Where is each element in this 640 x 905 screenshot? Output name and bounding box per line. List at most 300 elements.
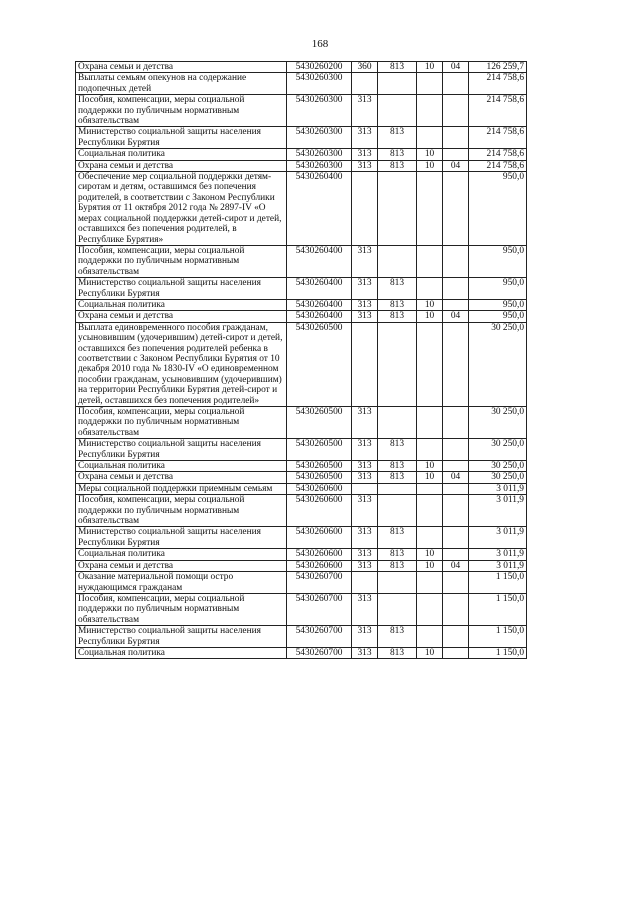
section-cell-text: 10: [424, 560, 435, 571]
target-code-cell: [287, 299, 352, 310]
ministry-code-cell: [378, 472, 417, 483]
table-row: [76, 527, 527, 549]
ministry-code-cell-text: 813: [389, 647, 405, 658]
section-cell: [417, 95, 443, 127]
expense-name-cell-text: Социальная политика: [78, 647, 165, 658]
expense-type-cell: [352, 245, 378, 277]
target-code-cell: [287, 127, 352, 149]
target-code-cell: [287, 593, 352, 625]
amount-cell: [469, 73, 527, 95]
expense-name-cell: [76, 626, 287, 648]
section-cell: [417, 127, 443, 149]
ministry-code-cell: [378, 322, 417, 406]
expense-name-cell: [76, 549, 287, 560]
target-code-cell: [287, 311, 352, 322]
subsection-cell-text: 04: [450, 160, 461, 171]
amount-cell-text: 950,0: [502, 311, 524, 322]
table-row: [76, 245, 527, 277]
expense-name-cell-text: Пособия, компенсации, меры социальной поддержки по публичным нормативным обязательствам: [78, 407, 245, 438]
section-cell: [417, 439, 443, 461]
amount-cell-text: 30 250,0: [491, 461, 524, 472]
expense-name-cell-text: Министерство социальной защиты населения Республики Бурятия: [78, 127, 261, 148]
amount-cell-text: 30 250,0: [491, 439, 524, 450]
amount-cell: [469, 160, 527, 171]
expense-name-cell: [76, 572, 287, 594]
target-code-cell-text: 5430260300: [295, 95, 343, 106]
subsection-cell: [443, 62, 469, 73]
expense-type-cell: [352, 299, 378, 310]
expense-name-cell-text: Охрана семьи и детства: [78, 311, 174, 322]
target-code-cell: [287, 149, 352, 160]
table-row: [76, 483, 527, 494]
budget-table-body: [76, 62, 527, 659]
ministry-code-cell: [378, 95, 417, 127]
amount-cell: [469, 439, 527, 461]
ministry-code-cell: [378, 495, 417, 527]
ministry-code-cell: [378, 527, 417, 549]
expense-type-cell: [352, 626, 378, 648]
subsection-cell: [443, 127, 469, 149]
expense-name-cell-text: Пособия, компенсации, меры социальной поддержки по публичным нормативным обязательствам: [78, 245, 245, 277]
table-row: [76, 172, 527, 246]
target-code-cell-text: 5430260700: [295, 626, 343, 637]
amount-cell: [469, 407, 527, 439]
section-cell: [417, 549, 443, 560]
table-row: [76, 62, 527, 73]
ministry-code-cell: [378, 172, 417, 246]
expense-type-cell-text: 313: [357, 527, 372, 538]
expense-type-cell: [352, 560, 378, 571]
table-row: [76, 495, 527, 527]
section-cell: [417, 73, 443, 95]
subsection-cell-text: 04: [450, 311, 461, 322]
ministry-code-cell: [378, 593, 417, 625]
expense-type-cell-text: 313: [357, 149, 372, 160]
expense-name-cell-text: Министерство социальной защиты населения Республики Бурятия: [78, 626, 261, 647]
ministry-code-cell: [378, 560, 417, 571]
expense-type-cell-text: 313: [357, 278, 372, 289]
expense-type-cell-text: 313: [357, 245, 372, 256]
target-code-cell: [287, 527, 352, 549]
table-row: [76, 278, 527, 300]
amount-cell: [469, 527, 527, 549]
expense-type-cell: [352, 572, 378, 594]
ministry-code-cell: [378, 461, 417, 472]
subsection-cell-text: 04: [450, 560, 461, 571]
ministry-code-cell: [378, 311, 417, 322]
amount-cell-text: 126 259,7: [486, 62, 524, 72]
section-cell-text: 10: [424, 472, 435, 483]
subsection-cell: [443, 560, 469, 571]
subsection-cell-text: 04: [450, 472, 461, 483]
table-row: [76, 322, 527, 406]
budget-table: [75, 61, 527, 659]
target-code-cell-text: 5430260500: [295, 461, 343, 472]
section-cell: [417, 299, 443, 310]
target-code-cell-text: 5430260400: [295, 299, 343, 310]
subsection-cell: [443, 439, 469, 461]
subsection-cell: [443, 461, 469, 472]
expense-type-cell: [352, 322, 378, 406]
section-cell: [417, 647, 443, 658]
target-code-cell: [287, 495, 352, 527]
target-code-cell-text: 5430260500: [295, 439, 343, 450]
amount-cell: [469, 278, 527, 300]
amount-cell-text: 950,0: [502, 299, 524, 310]
amount-cell: [469, 172, 527, 246]
amount-cell: [469, 647, 527, 658]
table-row: [76, 149, 527, 160]
ministry-code-cell: [378, 127, 417, 149]
ministry-code-cell-text: 813: [389, 149, 405, 160]
ministry-code-cell-text: 813: [389, 472, 405, 483]
amount-cell-text: 950,0: [502, 172, 524, 183]
expense-name-cell-text: Оказание материальной помощи остро нуждающимся гражданам: [78, 572, 234, 593]
expense-name-cell-text: Министерство социальной защиты населения Республики Бурятия: [78, 439, 261, 460]
target-code-cell: [287, 439, 352, 461]
expense-type-cell: [352, 472, 378, 483]
amount-cell: [469, 560, 527, 571]
expense-type-cell: [352, 527, 378, 549]
ministry-code-cell-text: 813: [389, 127, 405, 138]
target-code-cell-text: 5430260300: [295, 149, 343, 160]
expense-type-cell: [352, 439, 378, 461]
expense-name-cell: [76, 127, 287, 149]
amount-cell-text: 30 250,0: [491, 472, 524, 483]
expense-type-cell-text: 313: [357, 472, 372, 483]
amount-cell: [469, 245, 527, 277]
expense-name-cell: [76, 483, 287, 494]
target-code-cell: [287, 278, 352, 300]
expense-name-cell-text: Социальная политика: [78, 149, 165, 160]
expense-type-cell-text: 313: [357, 127, 372, 138]
section-cell: [417, 172, 443, 246]
subsection-cell: [443, 527, 469, 549]
expense-name-cell: [76, 95, 287, 127]
subsection-cell: [443, 160, 469, 171]
amount-cell-text: 30 250,0: [491, 407, 524, 417]
section-cell-text: 10: [424, 461, 435, 472]
expense-type-cell-text: 313: [357, 311, 372, 322]
ministry-code-cell: [378, 626, 417, 648]
section-cell: [417, 472, 443, 483]
expense-type-cell-text: 313: [357, 647, 372, 658]
expense-type-cell: [352, 278, 378, 300]
target-code-cell-text: 5430260200: [295, 62, 343, 72]
expense-name-cell-text: Социальная политика: [78, 549, 165, 560]
section-cell: [417, 527, 443, 549]
subsection-cell: [443, 472, 469, 483]
amount-cell-text: 1 150,0: [495, 647, 524, 658]
table-row: [76, 95, 527, 127]
subsection-cell: [443, 322, 469, 406]
subsection-cell: [443, 245, 469, 277]
expense-type-cell: [352, 647, 378, 658]
subsection-cell: [443, 495, 469, 527]
table-row: [76, 311, 527, 322]
expense-name-cell: [76, 172, 287, 246]
amount-cell-text: 3 011,9: [496, 527, 524, 538]
expense-type-cell: [352, 461, 378, 472]
ministry-code-cell-text: 813: [389, 160, 405, 171]
ministry-code-cell: [378, 549, 417, 560]
section-cell: [417, 461, 443, 472]
section-cell: [417, 626, 443, 648]
expense-name-cell-text: Пособия, компенсации, меры социальной поддержки по публичным нормативным обязательствам: [78, 593, 245, 625]
amount-cell: [469, 593, 527, 625]
amount-cell: [469, 572, 527, 594]
expense-name-cell-text: Социальная политика: [78, 461, 165, 472]
table-row: [76, 439, 527, 461]
expense-type-cell-text: 313: [357, 160, 372, 171]
amount-cell: [469, 322, 527, 406]
target-code-cell: [287, 549, 352, 560]
subsection-cell: [443, 647, 469, 658]
expense-name-cell: [76, 461, 287, 472]
amount-cell-text: 950,0: [502, 278, 524, 289]
target-code-cell: [287, 572, 352, 594]
target-code-cell: [287, 73, 352, 95]
target-code-cell-text: 5430260500: [295, 472, 343, 483]
target-code-cell: [287, 172, 352, 246]
section-cell: [417, 560, 443, 571]
section-cell: [417, 245, 443, 277]
table-row: [76, 461, 527, 472]
expense-type-cell-text: 313: [357, 407, 372, 417]
expense-name-cell: [76, 160, 287, 171]
expense-type-cell: [352, 95, 378, 127]
section-cell: [417, 278, 443, 300]
target-code-cell-text: 5430260600: [295, 495, 343, 506]
amount-cell: [469, 472, 527, 483]
expense-name-cell-text: Выплата единовременного пособия гражданам, усыновившим (удочерившим) детей-сирот и детей, оставшихся без попечения родителей ребенка в соответствии с Законом Республики Бурятия от 10 декабря 2010 года № 1830-IV «О единовременном пособии гражданам, усыновившим (удочерившим) на территории Республики Бурятия детей-сирот и детей, оставшихся без попечения родителей»: [78, 322, 283, 406]
expense-name-cell-text: Социальная политика: [78, 299, 165, 310]
subsection-cell: [443, 299, 469, 310]
table-row: [76, 593, 527, 625]
section-cell-text: 10: [424, 549, 435, 560]
target-code-cell-text: 5430260300: [295, 160, 343, 171]
expense-type-cell: [352, 172, 378, 246]
expense-type-cell: [352, 149, 378, 160]
section-cell: [417, 62, 443, 73]
expense-name-cell: [76, 593, 287, 625]
section-cell: [417, 407, 443, 439]
expense-name-cell: [76, 647, 287, 658]
ministry-code-cell-text: 813: [389, 439, 405, 450]
expense-type-cell-text: 360: [357, 62, 372, 72]
table-row: [76, 127, 527, 149]
amount-cell: [469, 311, 527, 322]
target-code-cell-text: 5430260400: [295, 278, 343, 289]
ministry-code-cell: [378, 62, 417, 73]
subsection-cell: [443, 549, 469, 560]
expense-name-cell: [76, 73, 287, 95]
ministry-code-cell: [378, 299, 417, 310]
ministry-code-cell: [378, 160, 417, 171]
target-code-cell: [287, 483, 352, 494]
subsection-cell-text: 04: [450, 62, 461, 72]
amount-cell-text: 3 011,9: [496, 549, 524, 560]
table-row: [76, 407, 527, 439]
ministry-code-cell: [378, 245, 417, 277]
amount-cell: [469, 483, 527, 494]
target-code-cell-text: 5430260600: [295, 549, 343, 560]
amount-cell-text: 950,0: [502, 245, 524, 256]
section-cell: [417, 322, 443, 406]
target-code-cell-text: 5430260600: [295, 560, 343, 571]
amount-cell-text: 3 011,9: [496, 495, 524, 506]
expense-name-cell: [76, 278, 287, 300]
target-code-cell: [287, 472, 352, 483]
expense-type-cell-text: 313: [357, 95, 372, 106]
expense-name-cell-text: Министерство социальной защиты населения Республики Бурятия: [78, 278, 261, 299]
ministry-code-cell-text: 813: [389, 626, 405, 637]
target-code-cell-text: 5430260600: [295, 483, 343, 494]
expense-name-cell-text: Министерство социальной защиты населения Республики Бурятия: [78, 527, 261, 548]
subsection-cell: [443, 483, 469, 494]
expense-name-cell: [76, 322, 287, 406]
amount-cell-text: 3 011,9: [496, 560, 524, 571]
expense-name-cell-text: Пособия, компенсации, меры социальной поддержки по публичным нормативным обязательствам: [78, 495, 245, 527]
expense-name-cell-text: Пособия, компенсации, меры социальной поддержки по публичным нормативным обязательствам: [78, 95, 245, 127]
subsection-cell: [443, 73, 469, 95]
expense-type-cell-text: 313: [357, 461, 372, 472]
expense-name-cell-text: Меры социальной поддержки приемным семьям: [78, 483, 273, 494]
ministry-code-cell: [378, 439, 417, 461]
target-code-cell: [287, 560, 352, 571]
expense-type-cell-text: 313: [357, 299, 372, 310]
section-cell: [417, 160, 443, 171]
amount-cell-text: 1 150,0: [495, 593, 524, 604]
target-code-cell: [287, 62, 352, 73]
amount-cell: [469, 95, 527, 127]
expense-name-cell: [76, 62, 287, 73]
target-code-cell-text: 5430260500: [295, 407, 343, 417]
ministry-code-cell: [378, 149, 417, 160]
section-cell: [417, 311, 443, 322]
ministry-code-cell: [378, 647, 417, 658]
ministry-code-cell: [378, 407, 417, 439]
ministry-code-cell-text: 813: [389, 461, 405, 472]
section-cell: [417, 483, 443, 494]
table-row: [76, 160, 527, 171]
table-row: [76, 560, 527, 571]
amount-cell-text: 214 758,6: [486, 160, 524, 171]
expense-name-cell-text: Обеспечение мер социальной поддержки детям-сиротам и детям, оставшимся без попечения родителей, в соответствии с Законом Республики Бурятия от 11 октября 2012 года № 2897-IV «О мерах социальной поддержки детей-сирот и детей, оставшихся без попечения родителей, в Республике Бурятия»: [78, 172, 282, 245]
amount-cell: [469, 626, 527, 648]
table-row: [76, 626, 527, 648]
expense-name-cell: [76, 149, 287, 160]
section-cell-text: 10: [424, 299, 435, 310]
expense-name-cell: [76, 407, 287, 439]
section-cell-text: 10: [424, 149, 435, 160]
subsection-cell: [443, 407, 469, 439]
expense-type-cell: [352, 407, 378, 439]
section-cell: [417, 572, 443, 594]
expense-type-cell-text: 313: [357, 626, 372, 637]
amount-cell-text: 214 758,6: [486, 149, 524, 160]
subsection-cell: [443, 311, 469, 322]
amount-cell: [469, 461, 527, 472]
expense-name-cell-text: Выплаты семьям опекунов на содержание подопечных детей: [78, 73, 247, 94]
expense-name-cell: [76, 311, 287, 322]
expense-name-cell-text: Охрана семьи и детства: [78, 62, 174, 72]
target-code-cell-text: 5430260300: [295, 127, 343, 138]
section-cell-text: 10: [424, 647, 435, 658]
target-code-cell: [287, 245, 352, 277]
expense-type-cell: [352, 73, 378, 95]
subsection-cell: [443, 593, 469, 625]
amount-cell-text: 214 758,6: [486, 127, 524, 138]
expense-type-cell: [352, 549, 378, 560]
subsection-cell: [443, 95, 469, 127]
expense-name-cell: [76, 299, 287, 310]
table-row: [76, 299, 527, 310]
table-row: [76, 73, 527, 95]
target-code-cell: [287, 461, 352, 472]
subsection-cell: [443, 626, 469, 648]
expense-type-cell: [352, 127, 378, 149]
amount-cell: [469, 549, 527, 560]
expense-type-cell-text: 313: [357, 593, 372, 604]
target-code-cell: [287, 160, 352, 171]
target-code-cell-text: 5430260700: [295, 572, 343, 583]
amount-cell: [469, 495, 527, 527]
expense-name-cell: [76, 527, 287, 549]
section-cell: [417, 593, 443, 625]
expense-name-cell: [76, 472, 287, 483]
target-code-cell: [287, 407, 352, 439]
expense-name-cell-text: Охрана семьи и детства: [78, 160, 174, 171]
ministry-code-cell-text: 813: [389, 278, 405, 289]
expense-name-cell-text: Охрана семьи и детства: [78, 560, 174, 571]
ministry-code-cell-text: 813: [389, 527, 405, 538]
ministry-code-cell: [378, 73, 417, 95]
amount-cell: [469, 62, 527, 73]
ministry-code-cell-text: 813: [389, 560, 405, 571]
amount-cell-text: 214 758,6: [486, 95, 524, 106]
expense-name-cell: [76, 560, 287, 571]
table-row: [76, 472, 527, 483]
expense-name-cell: [76, 495, 287, 527]
page-number: 168: [311, 38, 329, 50]
expense-name-cell-text: Охрана семьи и детства: [78, 472, 174, 483]
target-code-cell: [287, 322, 352, 406]
target-code-cell-text: 5430260700: [295, 593, 343, 604]
section-cell: [417, 495, 443, 527]
target-code-cell-text: 5430260400: [295, 172, 343, 183]
amount-cell-text: 214 758,6: [486, 73, 524, 84]
section-cell-text: 10: [424, 160, 435, 171]
ministry-code-cell-text: 813: [389, 549, 405, 560]
table-row: [76, 549, 527, 560]
amount-cell-text: 3 011,9: [496, 483, 524, 494]
subsection-cell: [443, 172, 469, 246]
target-code-cell-text: 5430260400: [295, 311, 343, 322]
section-cell: [417, 149, 443, 160]
expense-type-cell: [352, 160, 378, 171]
target-code-cell: [287, 647, 352, 658]
expense-type-cell-text: 313: [357, 549, 372, 560]
expense-type-cell-text: 313: [357, 439, 372, 450]
ministry-code-cell: [378, 278, 417, 300]
expense-type-cell: [352, 483, 378, 494]
section-cell-text: 10: [424, 62, 435, 72]
subsection-cell: [443, 149, 469, 160]
amount-cell-text: 1 150,0: [495, 572, 524, 583]
amount-cell: [469, 127, 527, 149]
expense-type-cell: [352, 62, 378, 73]
